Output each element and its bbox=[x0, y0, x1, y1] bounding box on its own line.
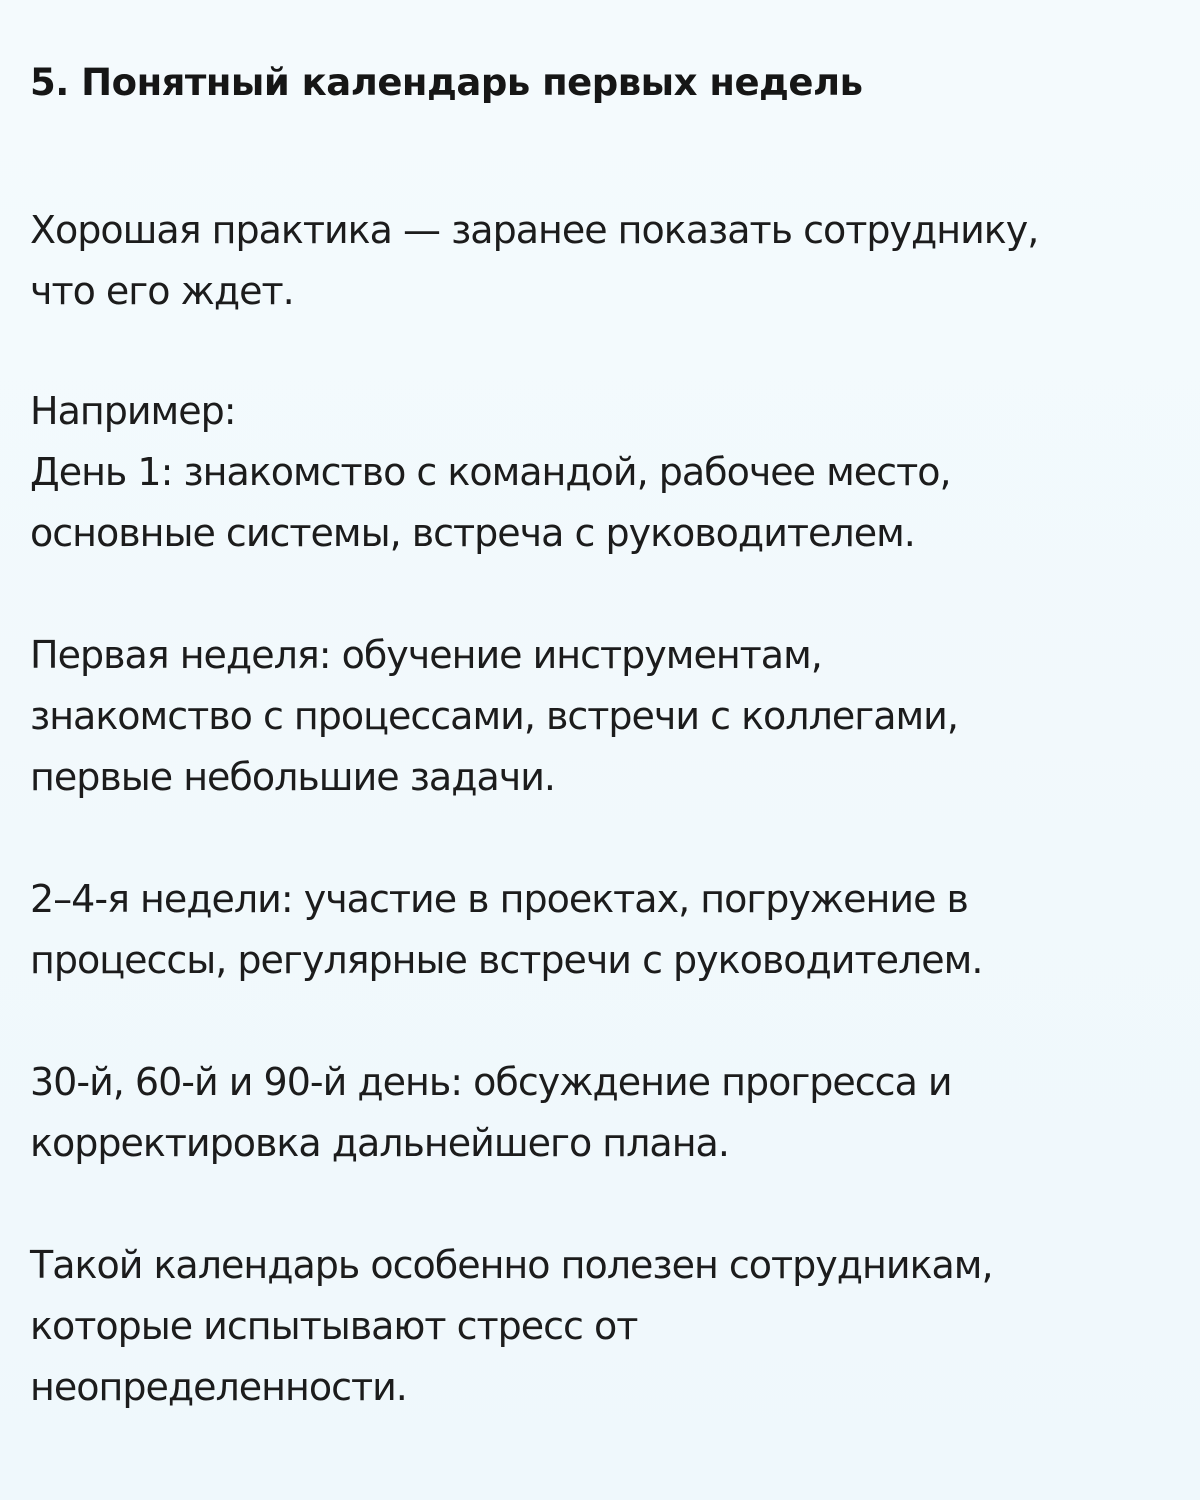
first-week-line-1: Первая неделя: обучение инструментам, bbox=[30, 633, 822, 677]
day-one-line-1: День 1: знакомство с командой, рабочее место, bbox=[30, 450, 951, 494]
first-week-line-2: знакомство с процессами, встречи с коллегами, bbox=[30, 694, 958, 738]
day-one-line-2: основные системы, встреча с руководителем. bbox=[30, 511, 915, 555]
section-title: 5. Понятный календарь первых недель bbox=[30, 61, 863, 104]
summary-paragraph bbox=[30, 1235, 1170, 1418]
intro-line-1: Хорошая практика — заранее показать сотруднику, bbox=[30, 208, 1039, 252]
example-paragraph bbox=[30, 381, 1170, 564]
summary-line-2: которые испытывают стресс от bbox=[30, 1304, 638, 1348]
example-label: Например: bbox=[30, 389, 236, 433]
weeks-2-4-line-1: 2–4-я недели: участие в проектах, погружение в bbox=[30, 877, 968, 921]
days-30-60-90-line-1: 30-й, 60-й и 90-й день: обсуждение прогресса и bbox=[30, 1060, 952, 1104]
weeks-2-4-paragraph bbox=[30, 869, 1170, 991]
days-30-60-90-paragraph bbox=[30, 1052, 1170, 1174]
summary-line-3: неопределенности. bbox=[30, 1365, 407, 1409]
first-week-paragraph bbox=[30, 625, 1170, 808]
intro-paragraph bbox=[30, 200, 1170, 322]
intro-line-2: что его ждет. bbox=[30, 269, 294, 313]
summary-line-1: Такой календарь особенно полезен сотрудникам, bbox=[30, 1243, 993, 1287]
first-week-line-3: первые небольшие задачи. bbox=[30, 755, 555, 799]
days-30-60-90-line-2: корректировка дальнейшего плана. bbox=[30, 1121, 729, 1165]
weeks-2-4-line-2: процессы, регулярные встречи с руководителем. bbox=[30, 938, 983, 982]
